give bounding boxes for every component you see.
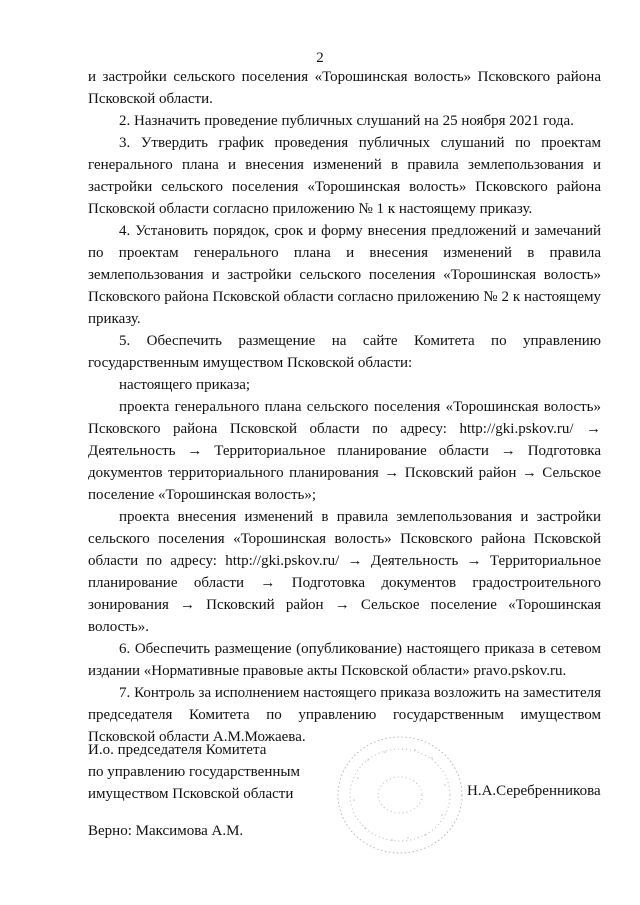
paragraph-5-item-order: настоящего приказа; bbox=[119, 377, 251, 393]
paragraph-5-publication: 5. Обеспечить размещение на сайте Комитета по управлению государственным имуществом Псковской области: bbox=[88, 333, 601, 371]
paragraph-3-schedule: 3. Утвердить график проведения публичных слушаний по проектам генерального плана и внесения изменений в правила землепользования и застройки сельского поселения «Торошинская волость» Псковского района Псковской области согласно приложению № 1 к настоящему приказу. bbox=[88, 135, 601, 217]
page-number: 2 bbox=[316, 50, 324, 66]
paragraph-6-official-publication: 6. Обеспечить размещение (опубликование) настоящего приказа в сетевом издании «Нормативные правовые акты Псковской области» pravo.pskov.ru. bbox=[88, 641, 601, 679]
verification-note: Верно: Максимова А.М. bbox=[88, 823, 244, 839]
signatory-position bbox=[88, 739, 300, 805]
official-seal-stamp bbox=[330, 730, 470, 860]
paragraph-7-control: 7. Контроль за исполнением настоящего приказа возложить на заместителя председателя Комитета по управлению государственным имуществом Псковской области А.М.Можаева. bbox=[88, 685, 601, 745]
paragraph-continuation: и застройки сельского поселения «Торошинская волость» Псковского района Псковской области. bbox=[88, 69, 601, 107]
signatory-position-line: по управлению государственным bbox=[88, 764, 300, 780]
paragraph-5-item-general-plan: проекта генерального плана сельского поселения «Торошинская волость» Псковского района Псковской области по адресу: http://gki.pskov.ru/ → Деятельность → Территориальное планирование области → Подготовка документов территориального планирования → Псковский район → Сельское поселение «Торошинская волость»; bbox=[88, 399, 601, 503]
paragraph-2-hearing-date: 2. Назначить проведение публичных слушаний на 25 ноября 2021 года. bbox=[119, 113, 574, 129]
paragraph-5-item-land-use-rules: проекта внесения изменений в правила землепользования и застройки сельского поселения «Торошинская волость» Псковского района Псковской области по адресу: http://gki.pskov.ru/ → Деятельность → Территориальное планирование области → Подготовка документов градостроительного зонирования → Псковский район → Сельское поселение «Торошинская волость». bbox=[88, 509, 601, 635]
signatory-position-line: имуществом Псковской области bbox=[88, 786, 294, 802]
paragraph-4-procedure: 4. Установить порядок, срок и форму внесения предложений и замечаний по проектам генерального плана и внесения изменений в правила землепользования и застройки сельского поселения «Торошинская волость» Псковского района Псковской области согласно приложению № 2 к настоящему приказу. bbox=[88, 223, 601, 327]
signer-name: Н.А.Серебренникова bbox=[467, 783, 601, 799]
signatory-position-line: И.о. председателя Комитета bbox=[88, 742, 267, 758]
document-body bbox=[88, 66, 601, 748]
